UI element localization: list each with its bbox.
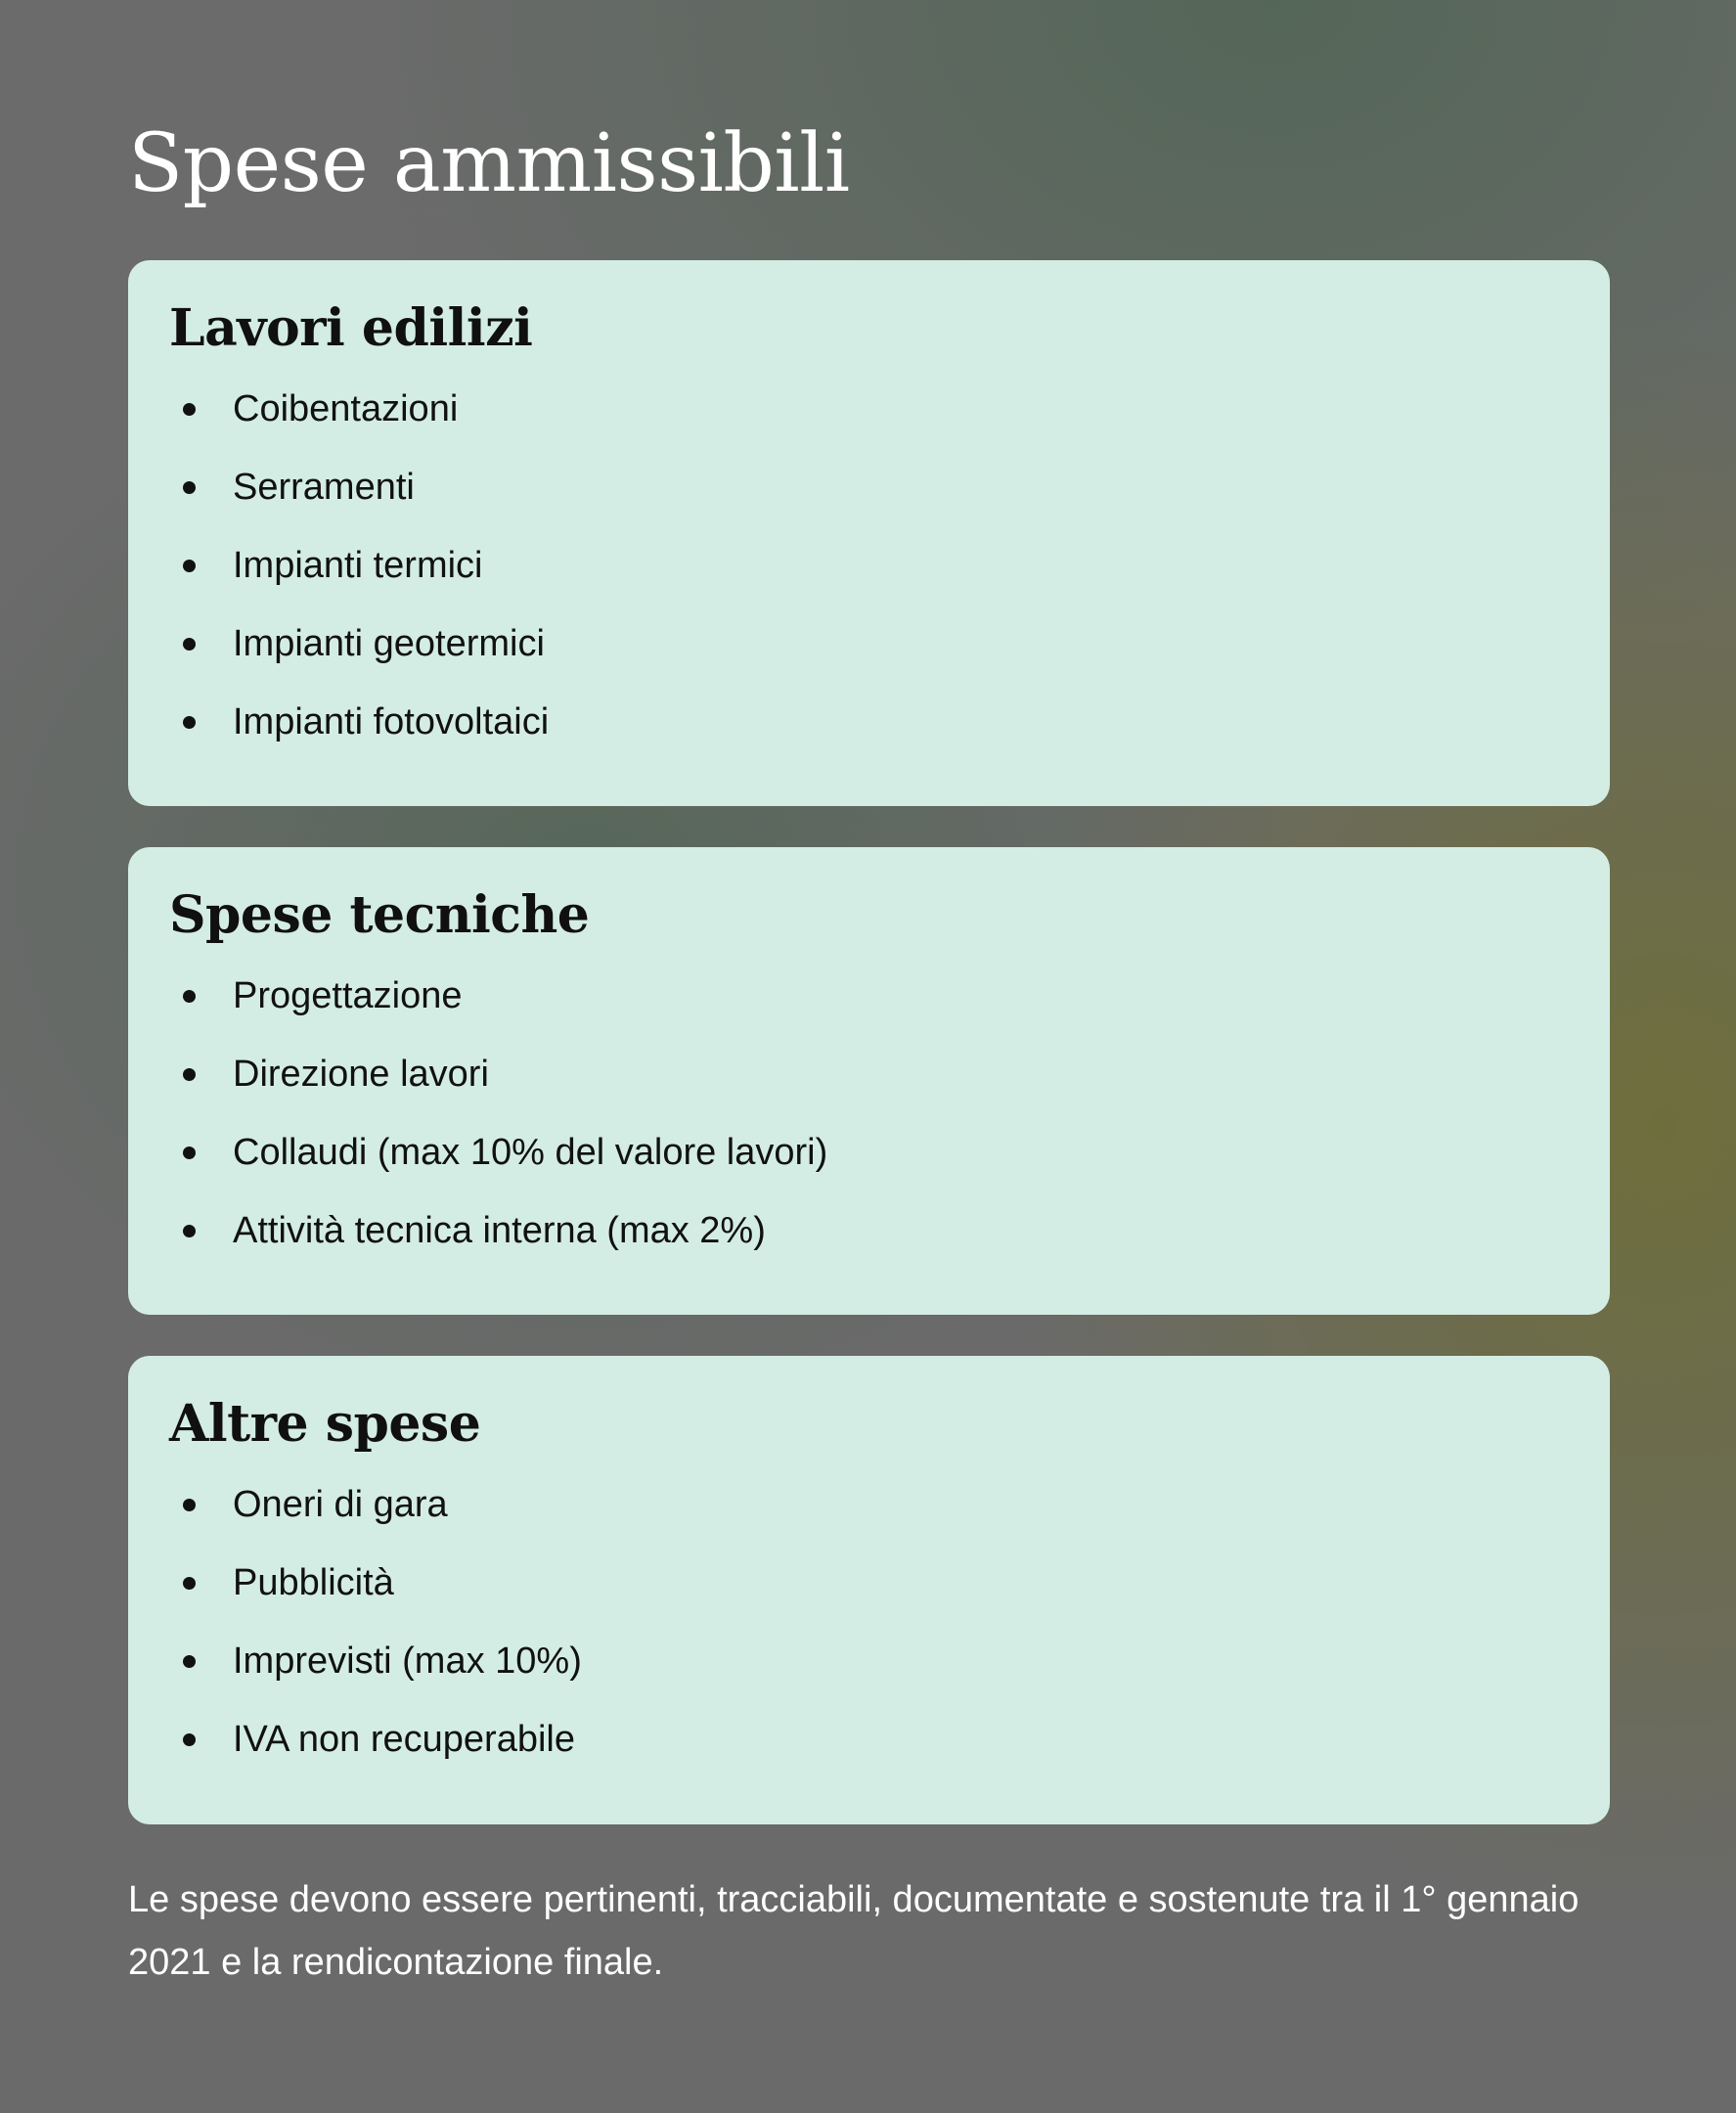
list-item-label: Coibentazioni bbox=[233, 388, 459, 429]
list-item bbox=[169, 448, 1569, 526]
list-item-label: Attività tecnica interna (max 2%) bbox=[233, 1210, 766, 1251]
section-list bbox=[169, 1465, 1569, 1778]
list-item bbox=[169, 1465, 1569, 1544]
section-card-lavori-edilizi bbox=[128, 260, 1610, 806]
list-item bbox=[169, 1035, 1569, 1113]
section-card-spese-tecniche bbox=[128, 847, 1610, 1315]
list-item bbox=[169, 526, 1569, 605]
list-item bbox=[169, 957, 1569, 1035]
list-item bbox=[169, 1622, 1569, 1700]
list-item-label: Impianti termici bbox=[233, 545, 483, 586]
bullet-icon bbox=[183, 481, 196, 494]
list-item bbox=[169, 683, 1569, 761]
list-item bbox=[169, 1544, 1569, 1622]
list-item-label: Pubblicità bbox=[233, 1562, 394, 1603]
list-item-label: Impianti fotovoltaici bbox=[233, 701, 550, 742]
section-title: Altre spese bbox=[169, 1394, 481, 1454]
list-item bbox=[169, 1191, 1569, 1270]
bullet-icon bbox=[183, 403, 196, 416]
section-list bbox=[169, 370, 1569, 761]
list-item-label: Direzione lavori bbox=[233, 1054, 489, 1095]
bullet-icon bbox=[183, 638, 196, 651]
list-item bbox=[169, 605, 1569, 683]
bullet-icon bbox=[183, 1499, 196, 1511]
list-item-label: Serramenti bbox=[233, 467, 415, 508]
bullet-icon bbox=[183, 560, 196, 572]
list-item-label: Oneri di gara bbox=[233, 1484, 448, 1525]
list-item bbox=[169, 370, 1569, 448]
bullet-icon bbox=[183, 1733, 196, 1746]
list-item-label: IVA non recuperabile bbox=[233, 1719, 575, 1760]
list-item bbox=[169, 1700, 1569, 1778]
bullet-icon bbox=[183, 1146, 196, 1159]
bullet-icon bbox=[183, 1068, 196, 1081]
list-item-label: Progettazione bbox=[233, 975, 463, 1016]
list-item-label: Impianti geotermici bbox=[233, 623, 545, 664]
list-item bbox=[169, 1113, 1569, 1191]
bullet-icon bbox=[183, 716, 196, 729]
section-card-altre-spese bbox=[128, 1356, 1610, 1824]
list-item-label: Collaudi (max 10% del valore lavori) bbox=[233, 1132, 828, 1173]
section-list bbox=[169, 957, 1569, 1270]
bullet-icon bbox=[183, 990, 196, 1003]
list-item-label: Imprevisti (max 10%) bbox=[233, 1641, 582, 1682]
bullet-icon bbox=[183, 1655, 196, 1668]
bullet-icon bbox=[183, 1225, 196, 1237]
bullet-icon bbox=[183, 1577, 196, 1590]
page-title: Spese ammissibili bbox=[128, 117, 850, 210]
footnote: Le spese devono essere pertinenti, tracciabili, documentate e sostenute tra il 1° gennaio 2021 e la rendicontazione finale. bbox=[128, 1879, 1580, 1983]
section-title: Spese tecniche bbox=[169, 885, 590, 945]
section-title: Lavori edilizi bbox=[169, 298, 533, 358]
